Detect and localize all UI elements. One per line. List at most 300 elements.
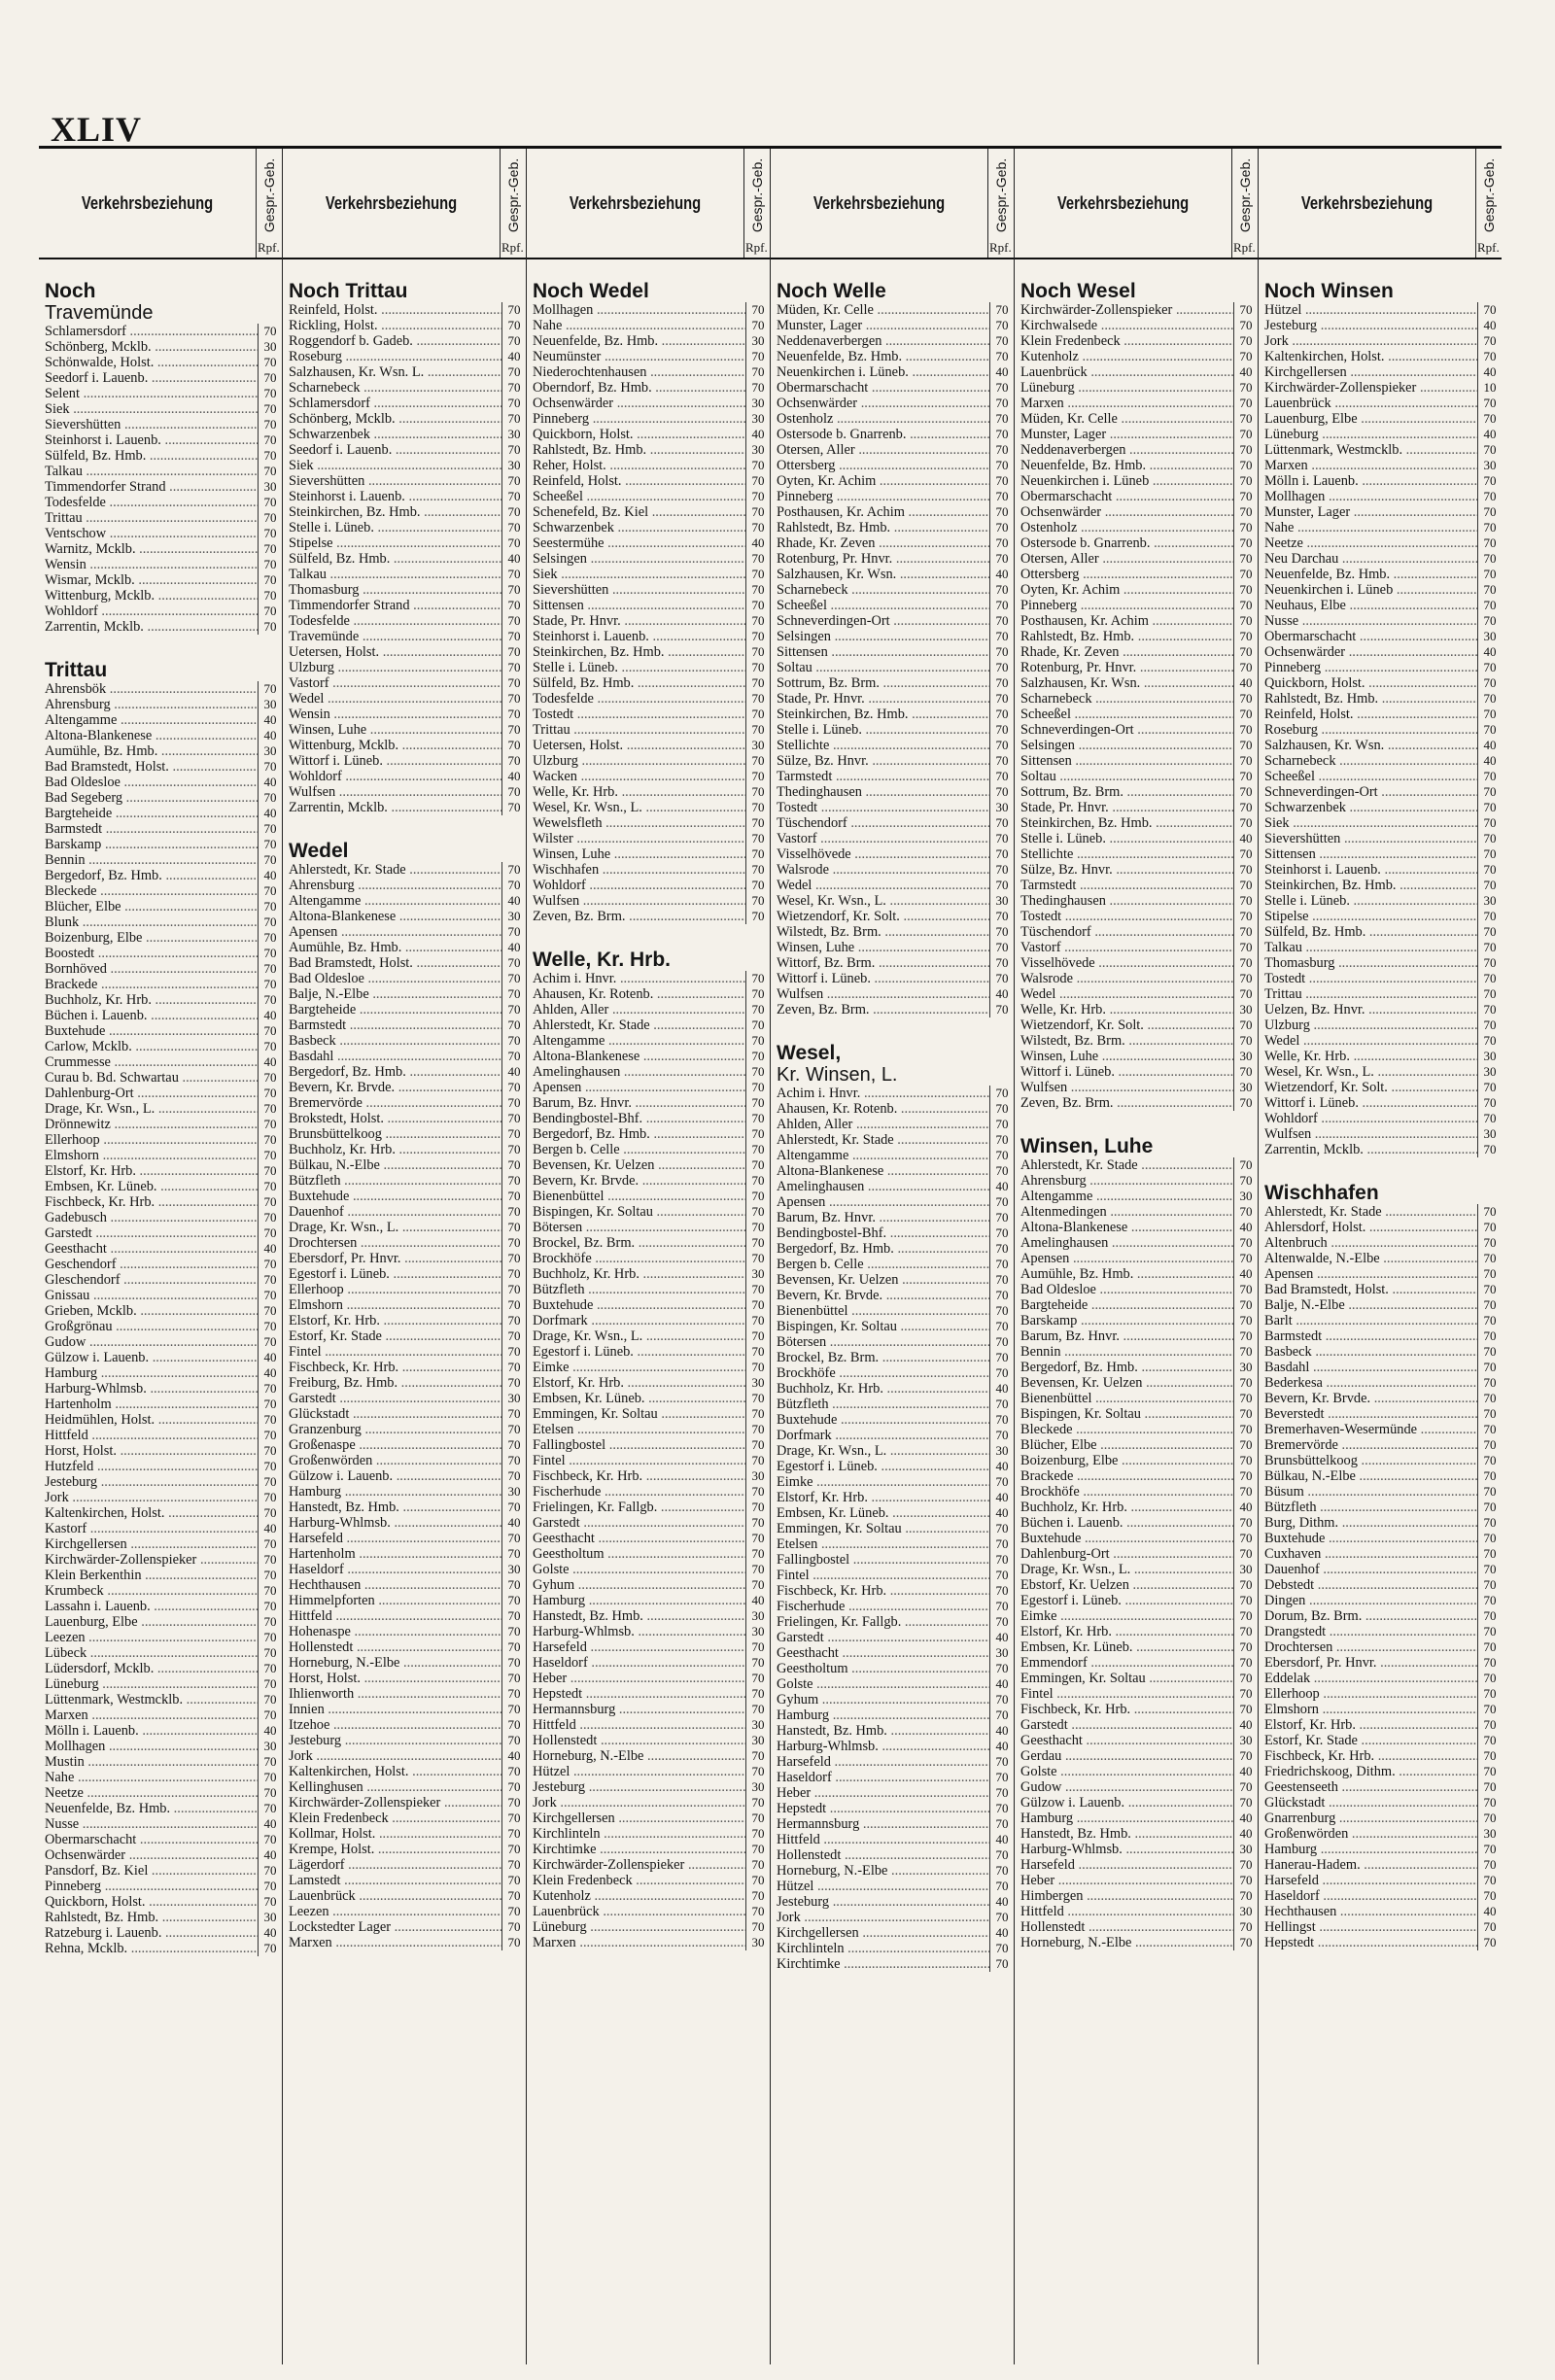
table-row xyxy=(283,878,526,893)
table-row xyxy=(527,1639,770,1655)
table-row xyxy=(39,868,282,883)
table-row xyxy=(771,567,1014,582)
table-row xyxy=(1259,1546,1502,1562)
fee-value: 70 xyxy=(989,1412,1014,1428)
fee-value: 70 xyxy=(745,1049,770,1064)
table-row xyxy=(1015,691,1258,707)
fee-value: 70 xyxy=(1233,1577,1258,1593)
fee-value: 70 xyxy=(501,862,526,878)
fee-value: 70 xyxy=(989,442,1014,458)
fee-value: 40 xyxy=(1477,644,1502,660)
fee-value: 70 xyxy=(258,1148,282,1163)
place-name: Jesteburg ..... xyxy=(283,1733,501,1748)
table-row xyxy=(39,743,282,759)
place-name: Stipelse ..... xyxy=(283,535,501,551)
fee-value: 70 xyxy=(501,1655,526,1671)
fee-value: 70 xyxy=(989,1288,1014,1303)
fee-value: 70 xyxy=(1233,644,1258,660)
table-row xyxy=(283,1049,526,1064)
fee-value: 70 xyxy=(989,753,1014,769)
place-name: Marxen ..... xyxy=(527,1935,745,1950)
table-row xyxy=(1259,1018,1502,1033)
fee-value: 70 xyxy=(989,1816,1014,1832)
place-name: Dahlenburg-Ort ..... xyxy=(1015,1546,1233,1562)
place-name: Wesel, Kr. Wsn., L. ..... xyxy=(771,893,989,909)
place-name: Egestorf i. Lüneb. ..... xyxy=(1015,1593,1233,1608)
fee-value: 70 xyxy=(501,1360,526,1375)
place-name: Amelinghausen ..... xyxy=(527,1064,745,1080)
fee-value: 70 xyxy=(258,1319,282,1334)
place-name: Mollhagen ..... xyxy=(527,302,745,318)
table-row xyxy=(283,1018,526,1033)
table-row xyxy=(527,396,770,411)
place-name: Rahlstedt, Bz. Hmb. ..... xyxy=(771,520,989,535)
table-row xyxy=(1015,940,1258,955)
place-name: Selsingen ..... xyxy=(1015,738,1233,753)
table-row xyxy=(39,1801,282,1816)
fee-value: 30 xyxy=(501,1391,526,1406)
fee-value: 70 xyxy=(745,1888,770,1904)
fee-value: 40 xyxy=(258,1521,282,1536)
table-row xyxy=(771,411,1014,427)
fee-value: 30 xyxy=(501,427,526,442)
table-row xyxy=(771,349,1014,364)
fee-value: 30 xyxy=(501,1484,526,1500)
table-row xyxy=(39,1023,282,1039)
place-name: Ebstorf, Kr. Uelzen ..... xyxy=(1015,1577,1233,1593)
fee-value: 70 xyxy=(989,1397,1014,1412)
table-row xyxy=(527,1748,770,1764)
place-name: Stelle i. Lüneb. ..... xyxy=(1015,831,1233,846)
place-name: Vastorf ..... xyxy=(283,675,501,691)
table-row xyxy=(1259,582,1502,598)
place-name: Grieben, Mcklb. ..... xyxy=(39,1303,258,1319)
place-name: Schönberg, Mcklb. ..... xyxy=(39,339,258,355)
place-name: Wulfsen ..... xyxy=(1259,1126,1477,1142)
fee-value: 70 xyxy=(989,1319,1014,1334)
fee-value: 70 xyxy=(989,955,1014,971)
table-row xyxy=(39,401,282,417)
table-row xyxy=(527,1173,770,1189)
table-row xyxy=(283,629,526,644)
place-name: Brockel, Bz. Brm. ..... xyxy=(771,1350,989,1365)
table-row xyxy=(283,1686,526,1702)
table-row xyxy=(1015,1437,1258,1453)
place-name: Barum, Bz. Hnvr. ..... xyxy=(771,1210,989,1225)
fee-value: 70 xyxy=(989,1910,1014,1925)
fee-unit-label: Rpf. xyxy=(989,240,1012,255)
fee-value: 70 xyxy=(1477,722,1502,738)
fee-value: 70 xyxy=(989,380,1014,396)
table-row xyxy=(771,1770,1014,1785)
table-row xyxy=(1259,1562,1502,1577)
fee-value: 70 xyxy=(745,1360,770,1375)
table-row xyxy=(1015,1500,1258,1515)
place-name: Steinkirchen, Bz. Hmb. ..... xyxy=(1015,815,1233,831)
fee-value: 70 xyxy=(258,526,282,541)
place-name: Buxtehude ..... xyxy=(771,1412,989,1428)
table-row xyxy=(771,800,1014,815)
place-name: Hechthausen ..... xyxy=(283,1577,501,1593)
place-name: Himmelpforten ..... xyxy=(283,1593,501,1608)
table-row xyxy=(39,541,282,557)
fee-value: 70 xyxy=(1477,800,1502,815)
table-row xyxy=(771,1630,1014,1645)
fee-value: 70 xyxy=(745,800,770,815)
place-name: Emmingen, Kr. Soltau ..... xyxy=(1015,1671,1233,1686)
fee-value: 70 xyxy=(1233,1282,1258,1297)
table-row xyxy=(39,1474,282,1490)
table-row xyxy=(771,691,1014,707)
place-name: Ahlerstedt, Kr. Stade ..... xyxy=(283,862,501,878)
fee-value: 70 xyxy=(1477,1562,1502,1577)
table-row xyxy=(1015,380,1258,396)
fee-value: 70 xyxy=(989,1257,1014,1272)
fee-value: 70 xyxy=(989,1847,1014,1863)
place-name: Leezen ..... xyxy=(39,1630,258,1645)
fee-value: 70 xyxy=(1477,1655,1502,1671)
place-name: Ostenholz ..... xyxy=(1015,520,1233,535)
fee-value: 70 xyxy=(1477,1857,1502,1873)
place-name: Barmstedt ..... xyxy=(283,1018,501,1033)
table-row xyxy=(283,1515,526,1531)
place-name: Kaltenkirchen, Holst. ..... xyxy=(39,1505,258,1521)
place-name: Hamburg ..... xyxy=(39,1365,258,1381)
fee-value: 70 xyxy=(989,1879,1014,1894)
table-row xyxy=(1259,722,1502,738)
table-row xyxy=(283,753,526,769)
table-row xyxy=(771,1661,1014,1676)
column-header xyxy=(527,149,770,259)
fee-value: 70 xyxy=(258,1614,282,1630)
table-row xyxy=(1015,1639,1258,1655)
table-row xyxy=(1259,535,1502,551)
place-name: Egestorf i. Lüneb. ..... xyxy=(283,1266,501,1282)
fee-header xyxy=(987,149,1014,258)
place-name: Bendingbostel-Bhf. ..... xyxy=(527,1111,745,1126)
fee-value: 70 xyxy=(1477,675,1502,691)
place-name: Gülzow i. Lauenb. ..... xyxy=(283,1468,501,1484)
place-name: Buchholz, Kr. Hrb. ..... xyxy=(39,992,258,1008)
place-name: Elmshorn ..... xyxy=(283,1297,501,1313)
place-name: Bad Segeberg ..... xyxy=(39,790,258,806)
place-name: Hollenstedt ..... xyxy=(527,1733,745,1748)
table-row xyxy=(527,1437,770,1453)
table-row xyxy=(1015,1935,1258,1950)
table-row xyxy=(39,1661,282,1676)
place-name: Scheeßel ..... xyxy=(1015,707,1233,722)
place-name: Amelinghausen ..... xyxy=(771,1179,989,1194)
table-row xyxy=(1259,971,1502,986)
fee-value: 70 xyxy=(1477,1437,1502,1453)
place-name: Golste ..... xyxy=(771,1676,989,1692)
table-row xyxy=(39,1723,282,1739)
place-name: Jork ..... xyxy=(771,1910,989,1925)
table-row xyxy=(283,318,526,333)
place-name: Geestholtum ..... xyxy=(527,1546,745,1562)
place-name: Amelinghausen ..... xyxy=(1015,1235,1233,1251)
fee-value: 70 xyxy=(1233,582,1258,598)
fee-value: 70 xyxy=(1477,1686,1502,1702)
fee-value: 70 xyxy=(745,1873,770,1888)
place-name: Marxen ..... xyxy=(283,1935,501,1950)
place-name: Freiburg, Bz. Hmb. ..... xyxy=(283,1375,501,1391)
place-name: Kirchtimke ..... xyxy=(527,1842,745,1857)
place-name: Haseldorf ..... xyxy=(1259,1888,1477,1904)
table-row xyxy=(39,417,282,432)
table-row xyxy=(39,1288,282,1303)
place-name: Embsen, Kr. Lüneb. ..... xyxy=(527,1391,745,1406)
place-name: Stellichte ..... xyxy=(771,738,989,753)
section-title: Welle, Kr. Hrb. xyxy=(533,949,671,971)
table-row xyxy=(283,1608,526,1624)
fee-value: 70 xyxy=(1233,1033,1258,1049)
place-name: Wulfsen ..... xyxy=(283,784,501,800)
place-name: Sittensen ..... xyxy=(1015,753,1233,769)
table-row xyxy=(283,396,526,411)
fee-value: 70 xyxy=(1233,1313,1258,1328)
fee-value: 70 xyxy=(745,1515,770,1531)
fee-value: 70 xyxy=(501,1935,526,1950)
table-row xyxy=(527,769,770,784)
fee-value: 70 xyxy=(501,1157,526,1173)
fee-value: 30 xyxy=(258,1910,282,1925)
place-name: Sülfeld, Bz. Hmb. ..... xyxy=(39,448,258,464)
fee-value: 70 xyxy=(501,675,526,691)
fee-value: 70 xyxy=(1477,846,1502,862)
fee-value: 70 xyxy=(745,1437,770,1453)
place-name: Ostersode b. Gnarrenb. ..... xyxy=(771,427,989,442)
column-header xyxy=(39,149,282,259)
table-row xyxy=(1259,1344,1502,1360)
place-name: Scharnebeck ..... xyxy=(283,380,501,396)
fee-value: 70 xyxy=(1233,893,1258,909)
fee-value: 70 xyxy=(1477,1453,1502,1468)
table-row xyxy=(283,909,526,924)
fee-value: 70 xyxy=(258,899,282,914)
fee-value: 70 xyxy=(501,473,526,489)
place-name: Wesel, Kr. Wsn., L. ..... xyxy=(1259,1064,1477,1080)
place-name: Bad Bramstedt, Holst. ..... xyxy=(1259,1282,1477,1297)
place-name: Bülkau, N.-Elbe ..... xyxy=(1259,1468,1477,1484)
fee-value: 70 xyxy=(745,1251,770,1266)
fee-value: 40 xyxy=(989,1739,1014,1754)
fee-value: 40 xyxy=(258,1365,282,1381)
table-row xyxy=(527,364,770,380)
table-row xyxy=(527,1919,770,1935)
fee-value: 70 xyxy=(745,504,770,520)
table-row xyxy=(527,427,770,442)
table-row xyxy=(39,1428,282,1443)
table-row xyxy=(527,862,770,878)
fee-value: 70 xyxy=(989,598,1014,613)
place-name: Harburg-Whlmsb. ..... xyxy=(39,1381,258,1397)
table-row xyxy=(1015,1919,1258,1935)
fee-value: 70 xyxy=(258,1692,282,1707)
table-row xyxy=(283,1173,526,1189)
table-row xyxy=(1015,738,1258,753)
place-name: Aumühle, Bz. Hmb. ..... xyxy=(283,940,501,955)
fee-value: 30 xyxy=(745,1266,770,1282)
place-name: Hittfeld ..... xyxy=(283,1608,501,1624)
table-row xyxy=(39,1381,282,1397)
table-row xyxy=(283,1111,526,1126)
fee-value: 70 xyxy=(1477,333,1502,349)
place-name: Dauenhof ..... xyxy=(283,1204,501,1220)
fee-value: 40 xyxy=(1233,1764,1258,1779)
table-row xyxy=(771,1521,1014,1536)
fee-value: 70 xyxy=(745,613,770,629)
place-name: Winsen, Luhe ..... xyxy=(1015,1049,1233,1064)
fee-value: 70 xyxy=(1233,924,1258,940)
table-row xyxy=(283,940,526,955)
fee-value: 70 xyxy=(258,852,282,868)
fee-value: 70 xyxy=(1477,660,1502,675)
fee-value: 70 xyxy=(258,961,282,977)
fee-value: 30 xyxy=(1233,1733,1258,1748)
table-row xyxy=(1259,458,1502,473)
place-name: Crummesse ..... xyxy=(39,1054,258,1070)
fee-value: 70 xyxy=(501,1018,526,1033)
table-row xyxy=(771,1241,1014,1257)
table-row xyxy=(1015,1406,1258,1422)
fee-value: 70 xyxy=(501,1857,526,1873)
table-row xyxy=(39,681,282,697)
relation-header-label: Verkehrsbeziehung xyxy=(1300,192,1434,213)
place-name: Timmendorfer Strand ..... xyxy=(39,479,258,495)
fee-value: 70 xyxy=(258,1661,282,1676)
table-row xyxy=(527,535,770,551)
table-row xyxy=(527,1857,770,1873)
place-name: Sievershütten ..... xyxy=(1259,831,1477,846)
place-name: Buchholz, Kr. Hrb. ..... xyxy=(527,1266,745,1282)
place-name: Buxtehude ..... xyxy=(39,1023,258,1039)
fee-unit-label: Rpf. xyxy=(1477,240,1500,255)
fee-value: 70 xyxy=(501,1437,526,1453)
place-name: Otersen, Aller ..... xyxy=(1015,551,1233,567)
table-row xyxy=(1259,1531,1502,1546)
table-row xyxy=(283,1391,526,1406)
fee-value: 40 xyxy=(258,712,282,728)
fee-unit-label: Rpf. xyxy=(501,240,524,255)
table-row xyxy=(1015,924,1258,940)
fee-value: 70 xyxy=(1233,1639,1258,1655)
place-name: Hützel ..... xyxy=(771,1879,989,1894)
place-name: Estorf, Kr. Stade ..... xyxy=(283,1328,501,1344)
table-row xyxy=(771,458,1014,473)
place-name: Ellerhoop ..... xyxy=(39,1132,258,1148)
place-name: Altengamme ..... xyxy=(283,893,501,909)
place-name: Lübeck ..... xyxy=(39,1645,258,1661)
place-name: Wismar, Mcklb. ..... xyxy=(39,572,258,588)
table-row xyxy=(1259,318,1502,333)
fee-value: 70 xyxy=(1477,924,1502,940)
table-row xyxy=(1259,1764,1502,1779)
place-name: Brunsbüttelkoog ..... xyxy=(1259,1453,1477,1468)
table-row xyxy=(1015,675,1258,691)
fee-value: 30 xyxy=(258,1739,282,1754)
table-row xyxy=(1015,427,1258,442)
table-row xyxy=(1259,846,1502,862)
table-row xyxy=(1259,1375,1502,1391)
place-name: Zarrentin, Mcklb. ..... xyxy=(39,619,258,635)
table-row xyxy=(771,333,1014,349)
fee-value: 70 xyxy=(501,1842,526,1857)
place-name: Wischhafen ..... xyxy=(527,862,745,878)
table-row xyxy=(527,473,770,489)
fee-value: 70 xyxy=(989,769,1014,784)
table-row xyxy=(283,1297,526,1313)
table-row xyxy=(1015,1515,1258,1531)
place-name: Neu Darchau ..... xyxy=(1259,551,1477,567)
table-row xyxy=(283,567,526,582)
fee-value: 70 xyxy=(989,1117,1014,1132)
fee-value: 70 xyxy=(258,619,282,635)
table-row xyxy=(1259,1126,1502,1142)
place-name: Wittorf i. Lüneb. ..... xyxy=(283,753,501,769)
fee-value: 70 xyxy=(1477,1375,1502,1391)
fee-value: 70 xyxy=(258,432,282,448)
table-row xyxy=(527,722,770,738)
table-row xyxy=(1015,411,1258,427)
table-row xyxy=(1259,769,1502,784)
table-row xyxy=(1015,878,1258,893)
fee-value: 70 xyxy=(1477,1639,1502,1655)
place-name: Steinkirchen, Bz. Hmb. ..... xyxy=(771,707,989,722)
fee-value: 70 xyxy=(501,411,526,427)
table-row xyxy=(39,479,282,495)
place-name: Hittfeld ..... xyxy=(39,1428,258,1443)
place-name: Fischbeck, Kr. Hrb. ..... xyxy=(527,1468,745,1484)
place-name: Altenmedingen ..... xyxy=(1015,1204,1233,1220)
fee-value: 70 xyxy=(258,1210,282,1225)
fee-value: 70 xyxy=(1233,427,1258,442)
place-name: Garstedt ..... xyxy=(771,1630,989,1645)
table-row xyxy=(1015,567,1258,582)
fee-value: 70 xyxy=(501,707,526,722)
fee-value: 70 xyxy=(745,909,770,924)
place-name: Gülzow i. Lauenb. ..... xyxy=(39,1350,258,1365)
place-name: Jesteburg ..... xyxy=(527,1779,745,1795)
place-name: Apensen ..... xyxy=(1015,1251,1233,1266)
fee-value: 70 xyxy=(1477,1873,1502,1888)
fee-value: 70 xyxy=(1477,1593,1502,1608)
table-row xyxy=(1259,644,1502,660)
place-name: Kaltenkirchen, Holst. ..... xyxy=(1259,349,1477,364)
fee-value: 70 xyxy=(1233,1779,1258,1795)
place-name: Garstedt ..... xyxy=(1015,1717,1233,1733)
table-row xyxy=(771,784,1014,800)
place-name: Kirchwärder-Zollenspieker ..... xyxy=(1015,302,1233,318)
fee-value: 10 xyxy=(1477,380,1502,396)
fee-value: 40 xyxy=(258,806,282,821)
table-row xyxy=(283,442,526,458)
place-name: Vastorf ..... xyxy=(1015,940,1233,955)
table-row xyxy=(771,1832,1014,1847)
place-name: Geschendorf ..... xyxy=(39,1257,258,1272)
fee-value: 70 xyxy=(745,567,770,582)
place-name: Nahe ..... xyxy=(39,1770,258,1785)
table-row xyxy=(1015,302,1258,318)
place-name: Barlt ..... xyxy=(1259,1313,1477,1328)
table-row xyxy=(283,1220,526,1235)
fee-value: 70 xyxy=(1233,1375,1258,1391)
fee-value: 70 xyxy=(1233,629,1258,644)
table-row xyxy=(771,1412,1014,1428)
place-name: Fischbeck, Kr. Hrb. ..... xyxy=(1015,1702,1233,1717)
table-row xyxy=(771,1428,1014,1443)
fee-value: 70 xyxy=(745,1080,770,1095)
